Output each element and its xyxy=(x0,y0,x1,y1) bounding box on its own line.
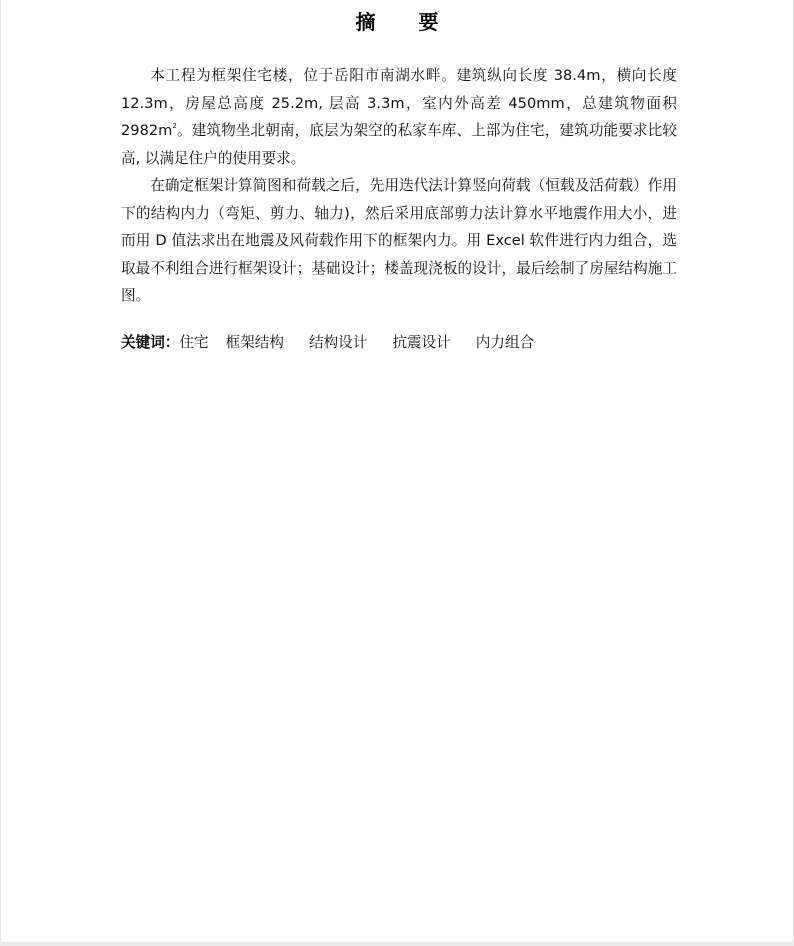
keyword-4: 抗震设计 xyxy=(392,334,451,351)
abstract-body xyxy=(121,62,677,310)
abstract-paragraph-1 xyxy=(121,62,677,172)
keyword-1: 住宅 xyxy=(179,334,209,351)
area-unit-superscript: 2 xyxy=(172,122,177,130)
abstract-title: 摘 要 xyxy=(355,10,457,34)
keywords-line xyxy=(121,329,681,356)
keyword-5: 内力组合 xyxy=(475,334,535,351)
keyword-2: 框架结构 xyxy=(225,334,284,351)
keywords-label: 关键词： xyxy=(121,334,180,351)
page-border-bottom xyxy=(0,942,794,946)
page-border-left xyxy=(0,0,1,946)
paragraph-1-text: 本工程为框架住宅楼，位于岳阳市南湖水畔。建筑纵向长度 38.4m，横向长度 12.3m，房屋总高度 25.2m, 层高 3.3m，室内外高差 450mm，总建筑物面积 2982m xyxy=(121,67,677,139)
abstract-paragraph-2: 在确定框架计算简图和荷载之后，先用迭代法计算竖向荷载（恒载及活荷载）作用下的结构内力（弯矩、剪力、轴力)，然后采用底部剪力法计算水平地震作用大小，进而用 D 值法求出在地震及风荷载作用下的框架内力。用 Excel 软件进行内力组合，选取最不利组合进行框架设计；基础设计；楼盖现浇板的设计，最后绘制了房屋结构施工图。 xyxy=(121,177,677,304)
keyword-3: 结构设计 xyxy=(308,334,368,351)
paragraph-1-text-continued: 。建筑物坐北朝南，底层为架空的私家车库、上部为住宅，建筑功能要求比较高, 以满足住户的使用要求。 xyxy=(121,122,677,167)
